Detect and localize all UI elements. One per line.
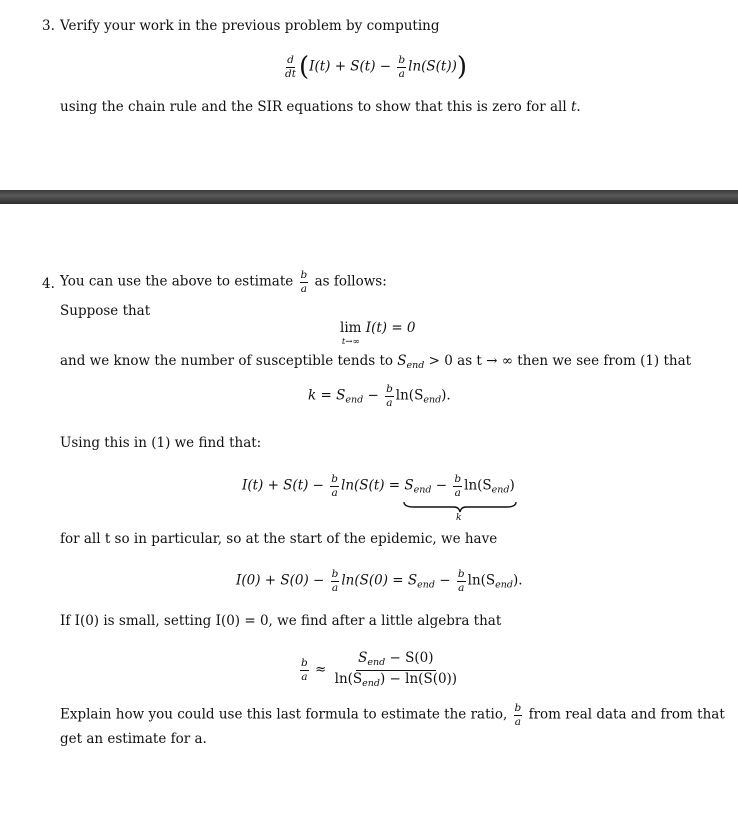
section-divider [0,190,738,204]
problem-3-number: 3. [42,18,55,34]
k-equation: $k = S_{end}$ − $\frac{b}{a}$ $\ln(S_{end})$. [308,383,451,409]
derivative-operator: $\frac{d}{dt}$ [285,54,296,80]
problem-3-equation [282,54,467,80]
problem-4-number: 4. [42,276,55,292]
approx-equation [298,652,461,688]
right-paren: ) [456,52,468,82]
if-small-text: If I(0) is small, setting I(0) = 0, we find after a little algebra that [60,613,502,629]
approx-symbol: ≈ [315,661,327,678]
eq3-ratio: $\frac{b}{a}$ [331,568,339,594]
explain-text: Explain how you could use this last formula to estimate the ratio, $\frac{b}{a}$ from real data and from that [60,702,725,728]
limit-operator: lim [340,320,362,336]
problem-3-intro: Verify your work in the previous problem by computing [60,18,440,34]
equation-2: I(t) + S(t) − $\frac{b}{a}$ $\ln(S(t) = S_{end}$ − $\frac{b}{a}$ $\ln(S_{end})$ [242,473,515,499]
intro-ratio: $\frac{b}{a}$ [300,269,308,295]
limit-expression: I(t) = 0 [365,320,416,336]
ratio-b-over-a: $\frac{b}{a}$ [398,54,406,80]
expression-right: ln(S(t)) [408,58,457,75]
limit-subscript: t→∞ [341,336,360,347]
for-all-text: for all t so in particular, so at the start of the epidemic, we have [60,531,498,547]
k-ratio: $\frac{b}{a}$ [386,383,393,409]
underbrace-label: k [456,513,462,523]
approx-rhs-fraction: $\frac{S_{end} - S(0)}{\ln(S_{end}) - \ln(S(0))}$ [334,650,458,689]
using-this-text: Using this in (1) we find that: [60,435,262,451]
explain-text-line-2: get an estimate for a. [60,731,207,747]
eq2-ratio: $\frac{b}{a}$ [331,473,339,499]
problem-3-outro: using the chain rule and the SIR equations to show that this is zero for all t. [60,99,581,115]
problem-4-intro: You can use the above to estimate $\frac{b}{a}$ as follows: [60,269,387,295]
underbrace [402,500,518,514]
expression-left: I(t) + S(t) − [309,58,392,75]
suppose-text: Suppose that [60,303,151,319]
limit-equation [340,322,416,346]
left-paren: ( [298,52,310,82]
equation-3: I(0) + S(0) − $\frac{b}{a}$ $\ln(S(0) = S_{end}$ − $\frac{b}{a}$ $\ln(S_{end})$. [236,568,523,594]
explain-ratio: $\frac{b}{a}$ [514,702,522,728]
eq2-ratio-2: $\frac{b}{a}$ [454,473,462,499]
and-we-know-text: and we know the number of susceptible tends to $S_{end} > 0$ as t → ∞ then we see from (1) that [60,353,692,371]
eq3-ratio-2: $\frac{b}{a}$ [457,568,465,594]
approx-lhs-ratio: $\frac{b}{a}$ [301,657,308,683]
